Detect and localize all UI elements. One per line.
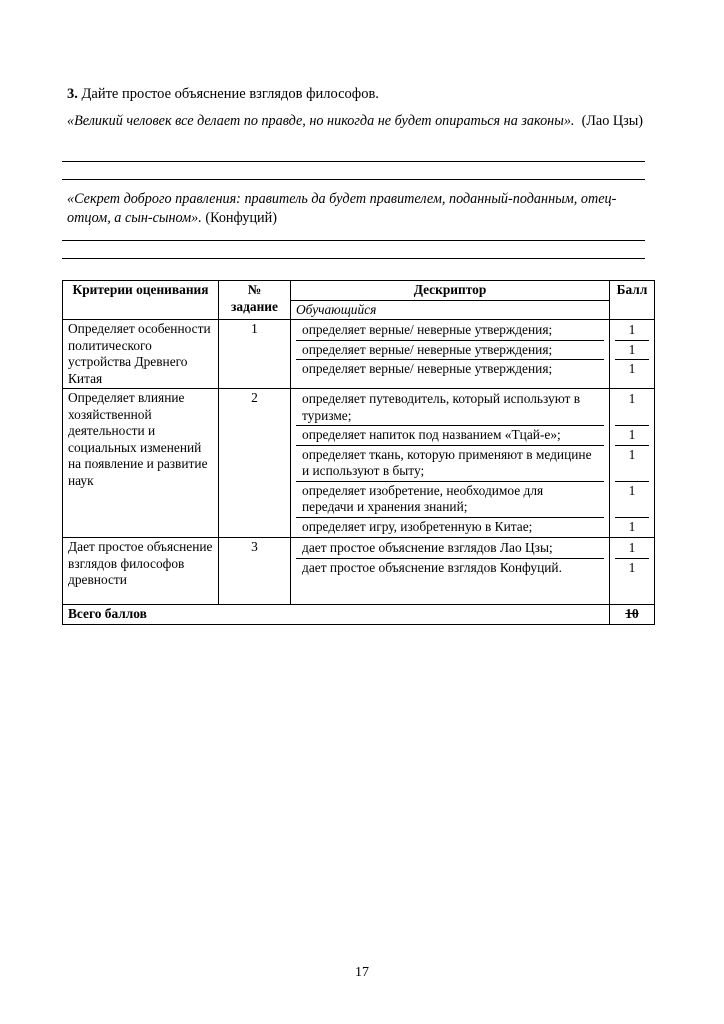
page-number: 17 [355, 965, 369, 980]
quote-author: (Конфуций) [205, 210, 277, 226]
quote-text: «Великий человек все делает по правде, но никогда не будет опираться на законы». [67, 113, 575, 129]
descriptor-item: дает простое объяснение взглядов Конфуций. [302, 559, 562, 575]
table-row [63, 389, 655, 538]
descriptor-item: определяет верные/ неверные утверждения; [296, 341, 604, 361]
quote-confucius [67, 190, 647, 228]
descriptor-item: определяет игру, изобретенную в Китае; [302, 518, 533, 534]
quote-author: (Лао Цзы) [581, 113, 643, 129]
points-item: 1 [615, 482, 649, 518]
points-item: 1 [615, 321, 649, 341]
criterion-cell: Определяет влияние хозяйственной деятельности и социальных изменений на появление и развитие наук [63, 389, 219, 538]
answer-line[interactable] [62, 240, 645, 241]
header-student: Обучающийся [291, 300, 610, 320]
points-item: 1 [615, 341, 649, 361]
task-number: 3. [67, 86, 78, 102]
header-task-number: № задание [219, 281, 291, 320]
points-cell [610, 389, 655, 538]
table-row [63, 538, 655, 605]
task-number-cell: 1 [219, 320, 291, 389]
table-row [63, 320, 655, 389]
points-item: 1 [615, 426, 649, 446]
descriptor-item: определяет напиток под названием «Тцай-е»; [296, 426, 604, 446]
total-label: Всего баллов [63, 605, 610, 625]
task-heading [67, 86, 379, 103]
points-cell [610, 538, 655, 605]
points-item: 1 [615, 446, 649, 482]
criterion-cell: Дает простое объяснение взглядов философов древности [63, 538, 219, 605]
rubric-table [62, 280, 655, 625]
total-value: 10 [610, 605, 655, 625]
points-item: 1 [615, 539, 649, 559]
descriptor-item: определяет путеводитель, который используют в туризме; [296, 390, 604, 426]
criterion-cell: Определяет особенности политического устройства Древнего Китая [63, 320, 219, 389]
points-item: 1 [628, 559, 636, 575]
descriptor-cell [291, 538, 610, 605]
points-item: 1 [615, 390, 649, 426]
descriptor-cell [291, 389, 610, 538]
total-row [63, 605, 655, 625]
descriptor-item: определяет верные/ неверные утверждения; [296, 321, 604, 341]
table-header-row [63, 281, 655, 301]
points-item: 1 [628, 518, 636, 534]
task-text: Дайте простое объяснение взглядов философов. [81, 86, 379, 102]
descriptor-item: дает простое объяснение взглядов Лао Цзы; [296, 539, 604, 559]
descriptor-item: определяет изобретение, необходимое для передачи и хранения знаний; [296, 482, 604, 518]
answer-line[interactable] [62, 258, 645, 259]
descriptor-item: определяет ткань, которую применяют в медицине и используют в быту; [296, 446, 604, 482]
answer-line[interactable] [62, 179, 645, 180]
task-number-cell: 2 [219, 389, 291, 538]
points-item: 1 [628, 361, 636, 376]
header-points: Балл [610, 281, 655, 320]
task-number-cell: 3 [219, 538, 291, 605]
points-cell [610, 320, 655, 389]
quote-text: «Секрет доброго правления: правитель да будет правителем, поданный-поданным, отец-отцом, а сын-сыном». [67, 191, 617, 226]
header-descriptor: Дескриптор [291, 281, 610, 301]
header-criteria: Критерии оценивания [63, 281, 219, 320]
answer-line[interactable] [62, 161, 645, 162]
descriptor-cell [291, 320, 610, 389]
descriptor-item: определяет верные/ неверные утверждения; [302, 361, 553, 376]
quote-lao-tzu [67, 112, 647, 131]
